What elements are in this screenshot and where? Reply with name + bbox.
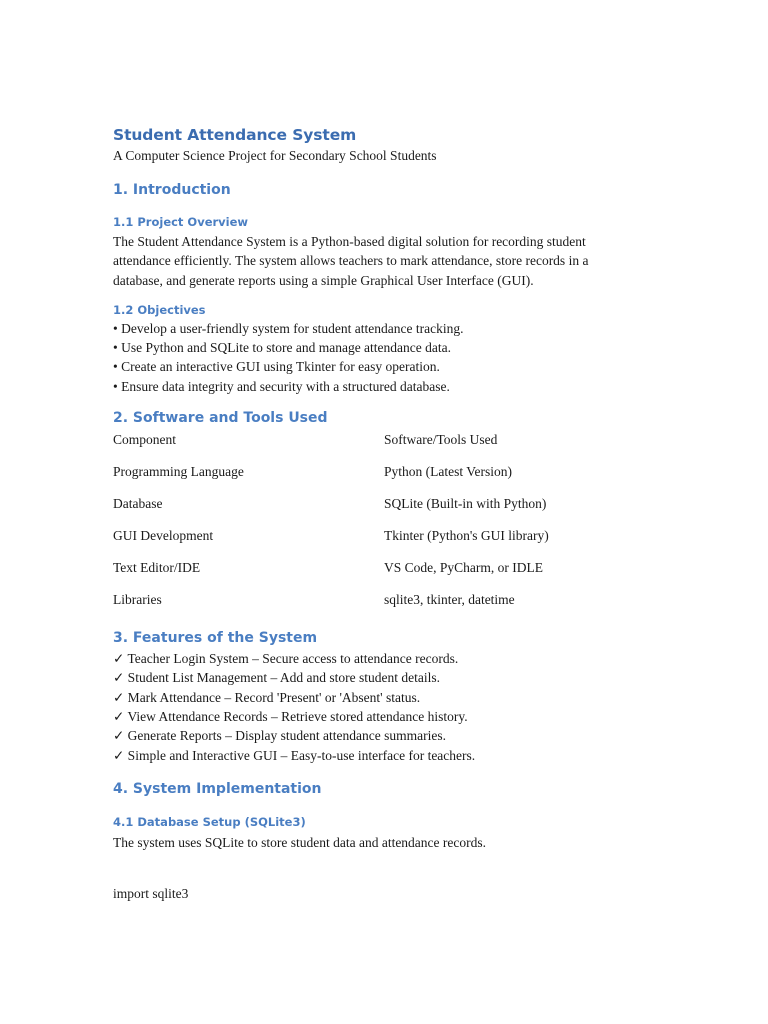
features-list xyxy=(113,649,673,765)
document-title: Student Attendance System xyxy=(113,126,357,144)
list-item: • Create an interactive GUI using Tkinter for easy operation. xyxy=(113,359,440,375)
list-item: ✓ Simple and Interactive GUI – Easy-to-use interface for teachers. xyxy=(113,747,476,763)
list-item: • Ensure data integrity and security with a structured database. xyxy=(113,378,450,394)
table-cell: Programming Language xyxy=(113,464,244,480)
list-item: • Develop a user-friendly system for student attendance tracking. xyxy=(113,320,464,336)
paragraph-line: The Student Attendance System is a Python-based digital solution for recording student xyxy=(113,234,586,249)
list-item: • Use Python and SQLite to store and manage attendance data. xyxy=(113,340,452,356)
document-subtitle: A Computer Science Project for Secondary School Students xyxy=(113,148,437,163)
table-row xyxy=(113,591,673,613)
subsection-heading-database-setup: 4.1 Database Setup (SQLite3) xyxy=(113,814,306,829)
paragraph-line: attendance efficiently. The system allows teachers to mark attendance, store records in a xyxy=(113,253,589,269)
table-cell: SQLite (Built-in with Python) xyxy=(384,496,547,512)
list-item: ✓ Teacher Login System – Secure access to attendance records. xyxy=(113,651,459,667)
subsection-heading-project-overview: 1.1 Project Overview xyxy=(113,215,249,229)
table-header-cell: Component xyxy=(113,432,176,448)
table-cell: Python (Latest Version) xyxy=(384,464,512,480)
table-cell: Text Editor/IDE xyxy=(113,560,201,576)
list-item: ✓ Generate Reports – Display student attendance summaries. xyxy=(113,728,446,744)
document-body xyxy=(113,124,673,903)
software-tools-table xyxy=(113,431,673,613)
subsection-heading-objectives: 1.2 Objectives xyxy=(113,302,206,317)
section-heading-software-tools: 2. Software and Tools Used xyxy=(113,410,328,427)
objectives-list xyxy=(113,319,673,396)
table-cell: Database xyxy=(113,496,163,512)
table-header-cell: Software/Tools Used xyxy=(384,432,498,448)
table-row xyxy=(113,495,673,527)
project-overview-paragraph xyxy=(113,232,673,290)
list-item: ✓ Mark Attendance – Record 'Present' or 'Absent' status. xyxy=(113,689,421,705)
table-row xyxy=(113,431,673,463)
table-cell: GUI Development xyxy=(113,528,214,544)
section-heading-introduction: 1. Introduction xyxy=(113,182,231,198)
section-heading-system-implementation: 4. System Implementation xyxy=(113,780,322,797)
table-cell: Tkinter (Python's GUI library) xyxy=(384,528,549,544)
table-cell: Libraries xyxy=(113,592,162,608)
table-row xyxy=(113,559,673,591)
table-row xyxy=(113,527,673,559)
section-heading-features: 3. Features of the System xyxy=(113,630,318,647)
table-cell: VS Code, PyCharm, or IDLE xyxy=(384,560,543,576)
code-snippet-line: import sqlite3 xyxy=(113,886,189,902)
table-row xyxy=(113,463,673,495)
database-setup-paragraph: The system uses SQLite to store student data and attendance records. xyxy=(113,834,487,850)
list-item: ✓ View Attendance Records – Retrieve stored attendance history. xyxy=(113,708,468,724)
table-cell: sqlite3, tkinter, datetime xyxy=(384,592,515,608)
paragraph-line: database, and generate reports using a simple Graphical User Interface (GUI). xyxy=(113,272,534,288)
list-item: ✓ Student List Management – Add and store student details. xyxy=(113,670,441,686)
